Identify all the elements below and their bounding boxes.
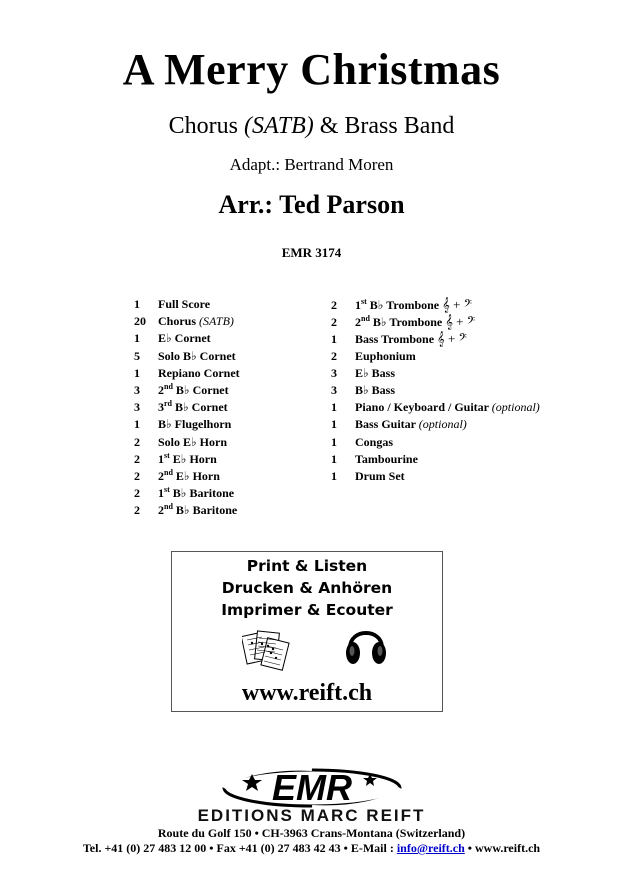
instrument-quantity: 1 (134, 365, 140, 380)
subtitle-voicing: (SATB) (243, 113, 314, 139)
instrument-row (134, 434, 240, 451)
instrument-quantity: 3 (331, 365, 337, 380)
promo-line-3: Imprimer & Ecouter (221, 601, 393, 619)
headphones-icon (344, 620, 388, 668)
instrument-name-text: Tambourine (355, 451, 418, 466)
instrument-row (134, 502, 240, 519)
promo-line-2: Drucken & Anhören (221, 579, 393, 597)
instrument-name (158, 331, 211, 345)
instrument-row (331, 468, 540, 485)
instrument-name-text: Congas (355, 434, 394, 449)
instrument-name-text: 1 (355, 298, 361, 312)
instrument-quantity: 1 (134, 297, 140, 311)
instrument-row (134, 468, 240, 485)
instrument-name-text: B♭ Trombone (369, 315, 446, 330)
instrument-row (134, 485, 240, 502)
instrument-row (134, 365, 240, 382)
instrument-row (134, 313, 240, 330)
instrument-name (355, 366, 395, 380)
instrument-name-text: Repiano Cornet (158, 365, 240, 380)
clef-icon: 𝄞 + 𝄢 (442, 297, 472, 312)
promo-website[interactable]: www.reift.ch (241, 680, 373, 706)
sheet-music-icon (242, 628, 290, 672)
instrument-name (158, 469, 220, 483)
instrument-name-text: Full Score (158, 297, 211, 311)
instrument-name-text: B♭ Baritone (172, 503, 238, 518)
contact-website: • www.reift.ch (464, 841, 541, 855)
instrument-row (331, 348, 540, 365)
instrument-name-text: Chorus (158, 314, 200, 329)
instrument-name-text: B♭ Flugelhorn (158, 417, 232, 432)
instrument-name-text: Solo B♭ Cornet (158, 348, 236, 363)
instrument-name-text: Euphonium (355, 348, 416, 363)
instrument-name-text: Bass Trombone (355, 332, 438, 347)
instrument-name (158, 400, 228, 414)
instrument-row (331, 399, 540, 416)
adaptation-credit: Adapt.: Bertrand Moren (229, 155, 394, 174)
instrument-name (355, 469, 405, 483)
instrument-name (158, 297, 210, 311)
instrument-name (355, 383, 395, 397)
publisher-contact (0, 841, 623, 856)
instrument-quantity: 3 (331, 382, 337, 397)
instrument-row (331, 330, 540, 347)
instrument-quantity: 1 (331, 417, 337, 432)
instrument-name (355, 417, 467, 431)
email-link[interactable]: info@reift.ch (396, 841, 465, 855)
instrument-name-text: 3 (158, 400, 164, 415)
instrument-quantity: 2 (134, 486, 140, 501)
instrument-quantity: 2 (134, 468, 140, 483)
instrument-quantity: 2 (331, 298, 337, 312)
publisher-address: Route du Golf 150 • CH-3963 Crans-Montana (Switzerland) (157, 826, 466, 840)
instrument-row (331, 382, 540, 399)
clef-icon: 𝄞 + 𝄢 (445, 314, 476, 330)
promo-line-1: Print & Listen (246, 557, 368, 575)
ordinal-suffix: nd (164, 502, 173, 512)
instrument-quantity: 3 (134, 382, 140, 397)
instrument-row (331, 365, 540, 382)
instrument-quantity: 1 (331, 400, 337, 415)
instrument-name-text: B♭ Cornet (172, 382, 229, 397)
instrument-name (355, 452, 418, 466)
instrumentation-list-left (134, 296, 240, 519)
instrument-name (355, 435, 393, 449)
arranger-credit: Arr.: Ted Parson (218, 190, 405, 219)
instrument-name-text: E♭ Horn (169, 451, 217, 466)
instrument-name-text: 2 (158, 468, 164, 483)
instrument-row (331, 313, 540, 330)
ordinal-suffix: nd (164, 381, 173, 391)
publisher-name: EDITIONS MARC REIFT (197, 806, 426, 825)
optional-note: (optional) (418, 417, 467, 432)
instrument-name-text: 1 (158, 486, 164, 501)
instrument-quantity: 1 (331, 434, 337, 449)
instrument-quantity: 1 (134, 331, 140, 346)
ordinal-suffix: st (361, 297, 367, 306)
instrument-name (158, 349, 236, 363)
instrument-quantity: 20 (134, 314, 146, 329)
instrument-row (134, 330, 240, 347)
instrument-quantity: 3 (134, 400, 140, 415)
logo-text: EMR (272, 767, 352, 808)
instrument-name (158, 452, 217, 466)
ordinal-suffix: st (164, 450, 170, 460)
instrument-quantity: 2 (134, 434, 140, 449)
instrument-row (331, 416, 540, 433)
instrument-quantity: 5 (134, 348, 140, 363)
instrument-name (158, 486, 234, 500)
clef-icon: 𝄞 + 𝄢 (437, 331, 467, 347)
instrument-name (355, 332, 467, 346)
ordinal-suffix: nd (164, 467, 173, 477)
instrument-quantity: 1 (331, 332, 337, 347)
instrument-row (134, 451, 240, 468)
subtitle-text: Chorus (168, 113, 244, 139)
subtitle-ensemble: & Brass Band (313, 113, 455, 139)
instrument-name-text: 2 (158, 382, 164, 397)
instrument-quantity: 2 (331, 315, 337, 330)
instrument-name (158, 383, 229, 397)
instrument-name (158, 314, 234, 328)
instrument-row (134, 348, 240, 365)
catalog-code: EMR 3174 (281, 245, 342, 260)
instrument-row (134, 416, 240, 433)
instrument-row (331, 451, 540, 468)
contact-phone-fax: Tel. +41 (0) 27 483 12 00 • Fax +41 (0) 27 483 42 43 • E-Mail : (82, 841, 397, 855)
instrument-quantity: 2 (134, 503, 140, 518)
instrument-quantity: 1 (134, 417, 140, 432)
instrument-quantity: 2 (331, 348, 337, 363)
ordinal-suffix: nd (361, 314, 370, 324)
instrument-quantity: 1 (331, 468, 337, 483)
ordinal-suffix: st (164, 485, 170, 495)
instrument-name (158, 417, 231, 431)
instrument-name-text: 1 (158, 451, 164, 466)
instrument-name-text: Drum Set (355, 468, 405, 483)
instrument-name-text: 2 (355, 315, 361, 330)
print-listen-box (171, 551, 443, 712)
instrument-name-text: 2 (158, 503, 164, 518)
instrument-name-text: Bass Guitar (355, 417, 419, 432)
instrument-name-text: Solo E♭ Horn (158, 434, 228, 449)
optional-note: (optional) (491, 400, 540, 415)
instrument-name (355, 298, 472, 312)
instrument-name-text: B♭ Bass (355, 382, 396, 397)
ordinal-suffix: rd (164, 399, 172, 409)
instrument-name (158, 366, 240, 380)
instrument-name (355, 400, 540, 414)
instrument-name-text: B♭ Cornet (172, 400, 228, 415)
optional-note: (SATB) (199, 314, 234, 329)
subtitle (0, 113, 623, 140)
instrument-row (134, 382, 240, 399)
instrument-quantity: 1 (331, 451, 337, 466)
page-title: A Merry Christmas (122, 45, 501, 94)
instrument-name (158, 503, 237, 517)
instrument-name-text: E♭ Cornet (158, 331, 211, 346)
instrument-name (355, 349, 416, 363)
instrument-row (134, 296, 240, 313)
instrument-row (331, 296, 540, 313)
instrument-name (158, 435, 227, 449)
instrument-name-text: B♭ Baritone (169, 486, 235, 501)
instrument-row (134, 399, 240, 416)
instrument-name (355, 315, 475, 329)
instrumentation-list-right (331, 296, 540, 485)
instrument-name-text: E♭ Horn (172, 468, 220, 483)
instrument-row (331, 434, 540, 451)
instrument-name-text: B♭ Trombone (366, 298, 443, 312)
instrument-name-text: Piano / Keyboard / Guitar (355, 400, 492, 415)
instrument-quantity: 2 (134, 451, 140, 466)
instrument-name-text: E♭ Bass (355, 365, 396, 380)
